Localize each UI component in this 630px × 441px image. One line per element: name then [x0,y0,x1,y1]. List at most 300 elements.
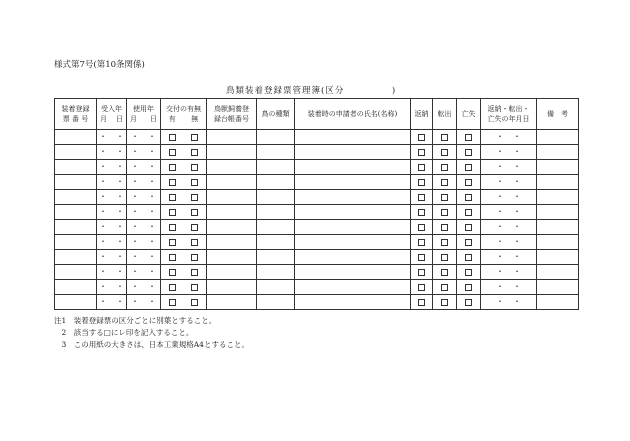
used-date-cell[interactable] [127,250,161,265]
date-dot: ・ [99,192,107,201]
date-dot: ・ [148,207,156,216]
checkbox-icon[interactable] [418,284,425,291]
applicant-cell[interactable] [295,175,411,190]
received-date-cell[interactable] [97,175,127,190]
checkbox-icon[interactable] [465,179,472,186]
event-date-cell[interactable] [481,295,537,310]
checkbox-icon[interactable] [441,134,448,141]
delivery-yes-checkbox-icon[interactable] [169,164,176,171]
checkbox-icon[interactable] [441,269,448,276]
ledger-number-cell[interactable] [207,250,257,265]
species-cell[interactable] [257,175,295,190]
transferred-cell[interactable] [433,145,457,160]
registration-number-cell[interactable] [55,205,97,220]
table-row [55,190,579,205]
date-dot: ・ [513,267,521,276]
remarks-cell[interactable] [537,265,579,280]
checkbox-icon[interactable] [441,224,448,231]
lost-cell[interactable] [457,160,481,175]
checkbox-icon[interactable] [465,254,472,261]
date-dot: ・ [513,177,521,186]
checkbox-icon[interactable] [441,239,448,246]
date-dot: ・ [116,162,124,171]
species-cell[interactable] [257,145,295,160]
date-dot: ・ [148,147,156,156]
used-date-cell[interactable] [127,145,161,160]
event-date-cell[interactable] [481,235,537,250]
col-event-date [481,99,537,130]
ledger-number-cell[interactable] [207,205,257,220]
returned-cell[interactable] [411,145,433,160]
remarks-cell[interactable] [537,205,579,220]
received-date-cell[interactable] [97,265,127,280]
date-dot: ・ [116,237,124,246]
table-row [55,280,579,295]
checkbox-icon[interactable] [418,194,425,201]
returned-cell[interactable] [411,295,433,310]
checkbox-icon[interactable] [418,179,425,186]
col-registration-number [55,99,97,130]
date-dot: ・ [513,297,521,306]
date-dot: ・ [148,297,156,306]
checkbox-icon[interactable] [441,164,448,171]
date-dot: ・ [496,252,504,261]
checkbox-icon[interactable] [441,149,448,156]
delivery-cell [161,220,207,235]
date-dot: ・ [148,222,156,231]
event-date-cell[interactable] [481,220,537,235]
transferred-cell[interactable] [433,265,457,280]
date-dot: ・ [99,237,107,246]
date-dot: ・ [496,237,504,246]
date-dot: ・ [99,297,107,306]
table-row [55,130,579,145]
ledger-number-cell[interactable] [207,130,257,145]
delivery-yes-checkbox-icon[interactable] [169,239,176,246]
date-dot: ・ [116,297,124,306]
checkbox-icon[interactable] [418,209,425,216]
document-title: 鳥類装着登録票管理簿(区分 ) [226,86,397,96]
remarks-cell[interactable] [537,280,579,295]
transferred-cell[interactable] [433,280,457,295]
date-dot: ・ [148,192,156,201]
delivery-yes-checkbox-icon[interactable] [169,299,176,306]
date-dot: ・ [131,282,139,291]
lost-cell[interactable] [457,130,481,145]
checkbox-icon[interactable] [465,239,472,246]
col-used-date [127,99,161,130]
lost-cell[interactable] [457,280,481,295]
date-dot: ・ [513,252,521,261]
lost-cell[interactable] [457,145,481,160]
checkbox-icon[interactable] [465,284,472,291]
received-date-cell[interactable] [97,250,127,265]
date-dot: ・ [496,162,504,171]
lost-cell[interactable] [457,175,481,190]
transferred-cell[interactable] [433,220,457,235]
lost-cell[interactable] [457,295,481,310]
lost-cell[interactable] [457,205,481,220]
checkbox-icon[interactable] [441,284,448,291]
transferred-cell[interactable] [433,130,457,145]
remarks-cell[interactable] [537,235,579,250]
date-dot: ・ [496,132,504,141]
species-cell[interactable] [257,265,295,280]
delivery-no-checkbox-icon[interactable] [191,134,198,141]
applicant-cell[interactable] [295,190,411,205]
remarks-cell[interactable] [537,190,579,205]
checkbox-icon[interactable] [465,269,472,276]
remarks-cell[interactable] [537,295,579,310]
checkbox-icon[interactable] [441,179,448,186]
delivery-no-checkbox-icon[interactable] [191,179,198,186]
date-dot: ・ [148,162,156,171]
remarks-cell[interactable] [537,175,579,190]
returned-cell[interactable] [411,280,433,295]
delivery-no-checkbox-icon[interactable] [191,284,198,291]
received-date-cell[interactable] [97,160,127,175]
ledger-label-1: 鳥獣飼養登 [214,105,249,113]
reg-no-label-2: 票 番 号 [62,115,89,123]
checkbox-icon[interactable] [418,149,425,156]
received-day-label: 日 [116,115,123,123]
used-date-cell[interactable] [127,205,161,220]
lost-cell[interactable] [457,190,481,205]
note-3: 3 この用紙の大きさは、日本工業規格A4とすること。 [54,340,249,349]
received-date-cell[interactable] [97,145,127,160]
col-received-date [97,99,127,130]
returned-cell[interactable] [411,175,433,190]
col-species: 鳥の種類 [257,99,295,130]
received-date-cell[interactable] [97,130,127,145]
transferred-cell[interactable] [433,250,457,265]
date-dot: ・ [116,222,124,231]
delivery-yes-checkbox-icon[interactable] [169,284,176,291]
reg-no-label-1: 装着登録 [61,105,90,113]
species-cell[interactable] [257,250,295,265]
event-date-cell[interactable] [481,250,537,265]
date-dot: ・ [148,132,156,141]
ledger-number-cell[interactable] [207,175,257,190]
used-day-label: 日 [150,115,157,123]
ledger-number-cell[interactable] [207,190,257,205]
received-date-cell[interactable] [97,280,127,295]
remarks-cell[interactable] [537,145,579,160]
checkbox-icon[interactable] [441,254,448,261]
ledger-number-cell[interactable] [207,235,257,250]
lost-cell[interactable] [457,220,481,235]
table-row [55,235,579,250]
transferred-cell[interactable] [433,190,457,205]
date-dot: ・ [116,252,124,261]
col-transferred: 転出 [433,99,457,130]
returned-cell[interactable] [411,190,433,205]
event-date-cell[interactable] [481,205,537,220]
used-date-cell[interactable] [127,175,161,190]
event-date-cell[interactable] [481,130,537,145]
returned-cell[interactable] [411,235,433,250]
col-delivery [161,99,207,130]
registration-number-cell[interactable] [55,280,97,295]
registration-number-cell[interactable] [55,295,97,310]
checkbox-icon[interactable] [418,299,425,306]
used-date-cell[interactable] [127,130,161,145]
date-dot: ・ [116,177,124,186]
applicant-cell[interactable] [295,295,411,310]
delivery-no-checkbox-icon[interactable] [191,239,198,246]
species-cell[interactable] [257,295,295,310]
transferred-cell[interactable] [433,295,457,310]
checkbox-icon[interactable] [418,269,425,276]
received-date-cell[interactable] [97,295,127,310]
used-date-cell[interactable] [127,220,161,235]
date-dot: ・ [148,237,156,246]
delivery-cell [161,145,207,160]
date-dot: ・ [131,297,139,306]
ledger-label-2: 録台帳番号 [214,115,249,123]
delivery-cell [161,235,207,250]
received-label-1: 受入年 [101,105,122,113]
registration-number-cell[interactable] [55,130,97,145]
used-date-cell[interactable] [127,190,161,205]
applicant-cell[interactable] [295,205,411,220]
checkbox-icon[interactable] [465,224,472,231]
date-dot: ・ [513,207,521,216]
used-month-label: 月 [130,115,137,123]
checkbox-icon[interactable] [441,194,448,201]
lost-cell[interactable] [457,235,481,250]
ledger-number-cell[interactable] [207,280,257,295]
date-dot: ・ [116,192,124,201]
delivery-yes-checkbox-icon[interactable] [169,194,176,201]
event-date-cell[interactable] [481,190,537,205]
date-dot: ・ [116,147,124,156]
date-dot: ・ [131,162,139,171]
date-dot: ・ [496,177,504,186]
ledger-number-cell[interactable] [207,220,257,235]
delivery-no-checkbox-icon[interactable] [191,194,198,201]
lost-cell[interactable] [457,250,481,265]
received-date-cell[interactable] [97,220,127,235]
delivery-yes-checkbox-icon[interactable] [169,269,176,276]
date-dot: ・ [513,162,521,171]
checkbox-icon[interactable] [418,164,425,171]
delivery-no-checkbox-icon[interactable] [191,269,198,276]
table-row [55,205,579,220]
delivery-no-checkbox-icon[interactable] [191,164,198,171]
date-dot: ・ [131,147,139,156]
species-cell[interactable] [257,190,295,205]
checkbox-icon[interactable] [465,164,472,171]
date-dot: ・ [513,222,521,231]
date-dot: ・ [131,192,139,201]
registration-number-cell[interactable] [55,190,97,205]
registration-number-cell[interactable] [55,265,97,280]
date-dot: ・ [99,207,107,216]
delivery-yes-checkbox-icon[interactable] [169,179,176,186]
remarks-cell[interactable] [537,130,579,145]
date-dot: ・ [148,177,156,186]
event-date-cell[interactable] [481,145,537,160]
delivery-no-checkbox-icon[interactable] [191,254,198,261]
transferred-cell[interactable] [433,235,457,250]
species-cell[interactable] [257,235,295,250]
checkbox-icon[interactable] [418,239,425,246]
date-dot: ・ [496,222,504,231]
col-applicant: 装着時の申請者の氏名(名称) [295,99,411,130]
delivery-cell [161,190,207,205]
used-date-cell[interactable] [127,295,161,310]
header-row [55,99,579,130]
returned-cell[interactable] [411,205,433,220]
checkbox-icon[interactable] [465,134,472,141]
transferred-cell[interactable] [433,175,457,190]
date-dot: ・ [131,207,139,216]
checkbox-icon[interactable] [418,224,425,231]
date-dot: ・ [148,252,156,261]
species-cell[interactable] [257,220,295,235]
used-date-cell[interactable] [127,280,161,295]
checkbox-icon[interactable] [465,299,472,306]
delivery-yes-checkbox-icon[interactable] [169,149,176,156]
registration-number-cell[interactable] [55,250,97,265]
date-dot: ・ [99,132,107,141]
delivery-yes-checkbox-icon[interactable] [169,209,176,216]
date-dot: ・ [116,282,124,291]
returned-cell[interactable] [411,160,433,175]
delivery-cell [161,295,207,310]
checkbox-icon[interactable] [418,134,425,141]
date-dot: ・ [131,252,139,261]
ledger-number-cell[interactable] [207,265,257,280]
date-dot: ・ [99,222,107,231]
checkbox-icon[interactable] [418,254,425,261]
delivery-label-1: 交付の有無 [166,105,201,113]
table-row [55,160,579,175]
delivery-cell [161,205,207,220]
applicant-cell[interactable] [295,145,411,160]
delivery-yes-checkbox-icon[interactable] [169,224,176,231]
delivery-cell [161,175,207,190]
checkbox-icon[interactable] [441,299,448,306]
applicant-cell[interactable] [295,235,411,250]
delivery-no-checkbox-icon[interactable] [191,209,198,216]
remarks-cell[interactable] [537,220,579,235]
delivery-no-checkbox-icon[interactable] [191,224,198,231]
remarks-cell[interactable] [537,250,579,265]
delivery-cell [161,130,207,145]
event-date-cell[interactable] [481,265,537,280]
received-date-cell[interactable] [97,235,127,250]
checkbox-icon[interactable] [465,149,472,156]
event-date-label-2: 亡失の年月日 [487,115,530,123]
delivery-yes-checkbox-icon[interactable] [169,254,176,261]
delivery-yes-checkbox-icon[interactable] [169,134,176,141]
registration-number-cell[interactable] [55,145,97,160]
date-dot: ・ [513,132,521,141]
delivery-cell [161,280,207,295]
delivery-no-checkbox-icon[interactable] [191,299,198,306]
date-dot: ・ [131,222,139,231]
table-row [55,295,579,310]
checkbox-icon[interactable] [441,209,448,216]
applicant-cell[interactable] [295,220,411,235]
ledger-number-cell[interactable] [207,295,257,310]
date-dot: ・ [99,147,107,156]
registration-number-cell[interactable] [55,160,97,175]
used-date-cell[interactable] [127,160,161,175]
returned-cell[interactable] [411,220,433,235]
col-ledger-number [207,99,257,130]
event-date-label-1: 返納・転出・ [487,105,530,113]
registration-number-cell[interactable] [55,175,97,190]
date-dot: ・ [148,267,156,276]
applicant-cell[interactable] [295,265,411,280]
delivery-no-checkbox-icon[interactable] [191,149,198,156]
returned-cell[interactable] [411,250,433,265]
delivery-cell [161,160,207,175]
checkbox-icon[interactable] [465,209,472,216]
date-dot: ・ [116,207,124,216]
event-date-cell[interactable] [481,160,537,175]
applicant-cell[interactable] [295,280,411,295]
table-row [55,250,579,265]
received-date-cell[interactable] [97,190,127,205]
remarks-cell[interactable] [537,160,579,175]
received-date-cell[interactable] [97,205,127,220]
species-cell[interactable] [257,160,295,175]
applicant-cell[interactable] [295,160,411,175]
species-cell[interactable] [257,280,295,295]
form-number: 様式第7号(第10条関係) [54,60,145,70]
lost-cell[interactable] [457,265,481,280]
registration-number-cell[interactable] [55,220,97,235]
checkbox-icon[interactable] [465,194,472,201]
used-date-cell[interactable] [127,265,161,280]
date-dot: ・ [513,237,521,246]
table-row [55,220,579,235]
table-row [55,265,579,280]
delivery-no-label: 無 [191,115,199,123]
date-dot: ・ [496,147,504,156]
applicant-cell[interactable] [295,250,411,265]
date-dot: ・ [116,267,124,276]
register-table [54,98,579,310]
applicant-cell[interactable] [295,130,411,145]
note-1: 注1 装着登録票の区分ごとに別葉とすること。 [54,316,217,325]
registration-number-cell[interactable] [55,235,97,250]
transferred-cell[interactable] [433,205,457,220]
col-remarks: 備 考 [537,99,579,130]
species-cell[interactable] [257,130,295,145]
ledger-number-cell[interactable] [207,160,257,175]
used-label-1: 使用年 [133,105,154,113]
used-date-cell[interactable] [127,235,161,250]
event-date-cell[interactable] [481,280,537,295]
ledger-number-cell[interactable] [207,145,257,160]
date-dot: ・ [131,237,139,246]
transferred-cell[interactable] [433,160,457,175]
table-row [55,145,579,160]
date-dot: ・ [148,282,156,291]
event-date-cell[interactable] [481,175,537,190]
date-dot: ・ [513,147,521,156]
species-cell[interactable] [257,205,295,220]
date-dot: ・ [496,297,504,306]
returned-cell[interactable] [411,265,433,280]
returned-cell[interactable] [411,130,433,145]
date-dot: ・ [99,252,107,261]
